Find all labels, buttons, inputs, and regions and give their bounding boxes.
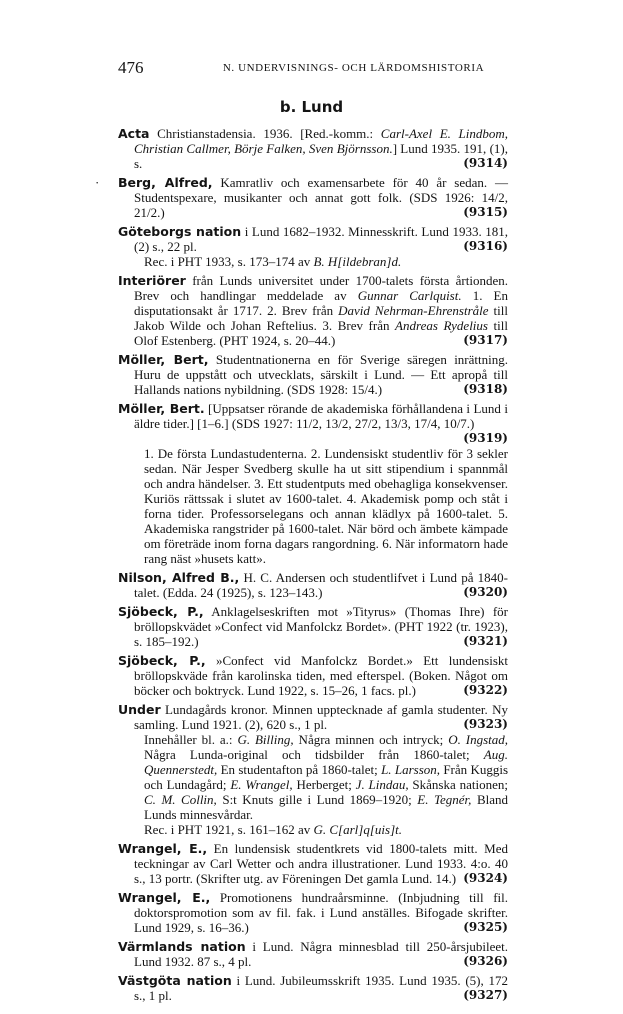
contents-note: 1. De första Lundastudenterna. 2. Lundensiskt studentliv för 3 sekler sedan. När Jesper Svedberg skulle ha ut sitt stipendium i spannmål och andra händelser. 3. Ett studentputs med obehagliga konsekvenser. Kuriös rättssak i slutet av 1600-talet. 4. Akademisk pomp och ståt i forna tider. Professorselegans och annan klädlyx på 1600-talet. 5. Akademiska rangstrider på 1600-talet. När börd och ämbete kämpade om företräde inom forna dagars rangordning. 6. När informatorn hade rang näst »husets katt». [144,446,508,566]
entry-heading: Sjöbeck, P., [118,653,206,668]
entry-number: (9323) [463,717,508,731]
entry-heading: Värmlands nation [118,939,246,954]
bibliography-entry: Möller, Bert. [Uppsatser rörande de akademiska förhållandena i Lund i äldre tider.] [1–6.] (SDS 1927: 11/2, 13/2, 27/2, 13/3, 17/4, 10/7.) (9319) 1. De första Lundastudenterna. 2. Lundensiskt studentliv för 3 sekler sedan. När Jesper Svedberg skulle ha ut sitt stipendium i spannmål och andra händelser. 3. Ett studentputs med obehagliga konsekvenser. Kuriös rättssak i slutet av 1600-talet. 4. Akademisk pomp och ståt i forna tider. Professorselegans och annan klädlyx på 1600-talet. 5. Akademiska rangstrider på 1600-talet. När börd och ämbete kämpade om företräde inom forna dagars rangordning. 6. När informatorn hade rang näst »husets katt». [118,401,508,566]
entry-heading: Nilson, Alfred B., [118,570,240,585]
entry-heading: Wrangel, E., [118,890,211,905]
bibliography-entry: Värmlands nation i Lund. Några minnesblad till 250-årsjubileet. Lund 1932. 87 s., 4 pl. (9326) [118,939,508,969]
entry-heading: Acta [118,126,150,141]
entry-number: (9316) [463,239,508,253]
bibliography-entry: Under Lundagårds kronor. Minnen upptecknade af gamla studenter. Ny samling. Lund 1921. (2), 620 s., 1 pl. (9323) Innehåller bl. a.: G. Billing, Några minnen och intryck; O. Ingstad, Några Lunda-original och tidsbilder från 1860-talet; Aug. Quennerstedt, En studentafton på 1860-talet; L. Larsson, Från Kuggis och Lundagård; E. Wrangel, Herberget; J. Lindau, Skånska nationen; C. M. Collin, S:t Knuts gille i Lund 1869–1920; E. Tegnér, Bland Lunds minnesvårdar. Rec. i PHT 1921, s. 161–162 av G. C[arl]q[uis]t. [118,702,508,837]
entry-number: (9327) [463,988,508,1002]
entry-heading: Sjöbeck, P., [118,604,204,619]
subsection-heading: b. Lund [279,98,344,116]
review-note: Rec. i PHT 1921, s. 161–162 av G. C[arl]q[uis]t. [144,822,402,837]
entry-number: (9315) [463,205,508,219]
running-head [118,58,505,80]
entry-number: (9320) [463,585,508,599]
bibliography-entry: Möller, Bert, Studentnationerna en för Sverige säregen inrättning. Huru de uppstått och utvecklats, särskilt i Lund. — Ett apropå till Hallands nations nybildning. (SDS 1928: 15/4.) (9318) [118,352,508,397]
entry-number: (9318) [463,382,508,396]
entry-number: (9321) [463,634,508,648]
entry-number: (9322) [463,683,508,697]
bibliography-entry: Sjöbeck, P., Anklagelseskriften mot »Tityrus» (Thomas Ihre) för bröllopskvädet »Confect vid Manfolckz Bordet». (PHT 1922 (tr. 1923), s. 185–192.) (9321) [118,604,508,649]
entry-heading: Västgöta nation [118,973,232,988]
margin-mark: · [95,175,100,190]
bibliography-entry: · Berg, Alfred, Kamratliv och examensarbete för 40 år sedan. — Studentspexare, musikanter och annat gott folk. (SDS 1926: 14/2, 21/2.) (9315) [95,175,508,220]
entry-heading: Möller, Bert, [118,352,209,367]
bibliography-entry: Nilson, Alfred B., H. C. Andersen och studentlifvet i Lund på 1840-talet. (Edda. 24 (1925), s. 123–143.) (9320) [118,570,509,600]
entry-number: (9324) [463,871,508,885]
entry-number: (9314) [463,156,508,170]
bibliography-entry: Wrangel, E., Promotionens hundraårsminne. (Inbjudning till fil. doktorspromotion som av fil. fak. i Lund anställes. Bifogade skrifter. Lund 1929, s. 16–36.) (9325) [118,890,508,935]
entry-heading: Interiörer [118,273,186,288]
entry-heading: Berg, Alfred, [118,175,213,190]
bibliography-entry: Interiörer från Lunds universitet under 1700-talets första årtionden. Brev och handlingar meddelade av Gunnar Carlquist. 1. En disputationsakt år 1717. 2. Brev från David Nehrman-Ehrenstråle till Jakob Wilde och Johan Reftelius. 3. Brev från Andreas Rydelius till Olof Estenberg. (PHT 1924, s. 20–44.) (9317) [118,273,508,348]
entry-heading: Wrangel, E., [118,841,208,856]
entry-number: (9319) [463,431,508,445]
contents-note: Innehåller bl. a.: G. Billing, Några minnen och intryck; O. Ingstad, Några Lunda-original och tidsbilder från 1860-talet; Aug. Quennerstedt, En studentafton på 1860-talet; L. Larsson, Från Kuggis och Lundagård; E. Wrangel, Herberget; J. Lindau, Skånska nationen; C. M. Collin, S:t Knuts gille i Lund 1869–1920; E. Tegnér, Bland Lunds minnesvårdar. [144,732,508,822]
bibliography-entry: Västgöta nation i Lund. Jubileumsskrift 1935. Lund 1935. (5), 172 s., 1 pl. (9327) [118,973,508,1003]
bibliography-entry: Acta Christianstadensia. 1936. [Red.-komm.: Carl-Axel E. Lindbom, Christian Callmer, Börje Falken, Sven Björnsson.] Lund 1935. 191, (1), s. (9314) [118,126,508,171]
entry-number: (9317) [463,333,508,347]
bibliography-entry: Göteborgs nation i Lund 1682–1932. Minnesskrift. Lund 1933. 181, (2) s., 22 pl. (9316) Rec. i PHT 1933, s. 173–174 av B. H[ildebran]d. [118,224,508,269]
entry-heading: Möller, Bert. [118,401,205,416]
bibliography-list [95,126,509,1007]
section-title: N. UNDERVISNINGS- OCH LÄRDOMSHISTORIA [222,62,485,74]
entry-heading: Göteborgs nation [118,224,242,239]
entry-heading: Under [118,702,161,717]
bibliography-entry: Sjöbeck, P., »Confect vid Manfolckz Bordet.» Ett lundensiskt bröllopskväde från karolinska tiden, med efterspel. (Boken. Något om böcker och boktryck. Lund 1922, s. 15–26, 1 facs. pl.) (9322) [118,653,508,698]
page-number: 476 [118,58,144,77]
entry-number: (9326) [463,954,508,968]
bibliography-entry: Wrangel, E., En lundensisk studentkrets vid 1800-talets mitt. Med teckningar av Carl Wetter och andra illustrationer. Lund 1933. 4:o. 40 s., 13 portr. (Skrifter utg. av Föreningen Det gamla Lund. 14.) (9324) [118,841,508,886]
review-note: Rec. i PHT 1933, s. 173–174 av B. H[ildebran]d. [144,254,402,269]
entry-number: (9325) [463,920,508,934]
